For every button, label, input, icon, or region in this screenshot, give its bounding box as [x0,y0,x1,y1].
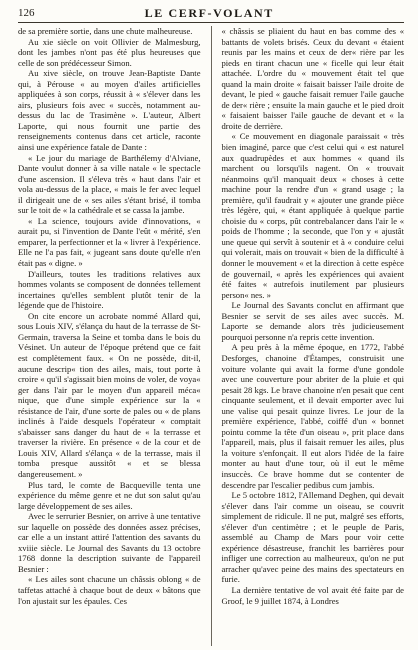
paragraph: Plus tard, le comte de Bacqueville tenta une expérience du même genre et ne dut son salut qu'au large développement de ses ailes. [18,479,201,511]
page-header [18,4,404,23]
text-columns [18,26,404,646]
left-column [18,26,201,646]
paragraph: La dernière tentative de vol avait été faite par de Groof, le 9 juillet 1874, à Londres [221,584,404,606]
paragraph: Au xie siècle on voit Ollivier de Malmesburg, dont les jambes n'ont pas été plus heureuses que celle de son prédécesseur Simon. [18,36,201,68]
paragraph: « châssis se pliaient du haut en bas comme des « battants de volets brisés. Ceux du devant « étaient reunis par les mains et ceux de der« rière par les pieds en tirant chacun une « ficelle qui leur était attachée. L'ordre du « mouvement était tel que quand la main droite « faisait baisser l'aile droite de devant, le pied « gauche faisait remuer l'aile gauche de der« rière ; ensuite la main gauche et le pied droit « faisaient baisser l'aile gauche de devant et « la droite de derrière. [221,26,404,131]
column-rule [211,26,212,646]
paragraph: « Ce mouvement en diagonale paraissait « très bien imaginé, parce que c'est celui qui « est naturel aux quadrupèdes et aux hommes « quand ils marchent ou lorsqu'ils nagent. On « trouvait néanmoins qu'il manquait deux « choses à cette machine pour la rendre d'un « grand usage ; la première, qu'il faudrait y « ajouter une grande pièce très légère, qui, « étant appliquée à quelque partie choisie du « corps, pût contrebalancer dans l'air le « poids de l'homme ; la seconde, que l'on y « ajustât une queue qui servît à soutenir et à « conduire celui qui volerait, mais on trouvait « bien de la difficulté à donner le mouvement « et la direction à cette espèce de gouvernail, « après les expériences qui avaient été faites « autrefois inutilement par plusieurs person« nes. » [221,131,404,300]
paragraph: de sa première sortie, dans une chute malheureuse. [18,26,193,36]
paragraph: A peu près à la même époque, en 1772, l'abbé Desforges, chanoine d'Étampes, construisit une voiture volante qui avait la forme d'une gondole avec une couverture pour abriter de la pluie et qui pesait 28 kgs. Le brave chanoine n'en pesait que cent cinquante seulement, et il devait emporter avec lui une valise qui pesait quinze livres. Le jour de la première expérience, l'abbé, coiffé d'un « bonnet pointu comme la tête d'un oiseau », prit place dans l'appareil, mais, plus il faisait remuer les ailes, plus la voiture s'enfonçait. Il eut alors l'idée de la faire monter au haut d'une tour, où il eut le même insuccès. Ce brave homme dut se contenter de descendre par l'escalier pedibus cum jambis. [221,342,404,490]
paragraph: Le 5 octobre 1812, l'Allemand Deghen, qui devait s'élever dans l'air comme un oiseau, se couvrit simplement de ridicule. Il ne put, malgré ses efforts, s'élever d'un centimètre ; et le peuple de Paris, assemblé au Champ de Mars pour voir cette expérience désastreuse, franchit les barrières pour infliger une correction au malheureux, qu'on ne put arracher qu'avec peine des mains des spectateurs en furie. [221,490,404,585]
paragraph: Au xive siècle, on trouve Jean-Baptiste Dante qui, à Pérouse « au moyen d'ailes artificielles appliquées à son corps, réussit à « s'élever dans les airs, plusieurs fois avec « succès, notamment au-dessus du lac de Trasimène ». L'auteur, Albert Laporte, qui nous fournit une partie des renseignements contenus dans cet article, raconte ainsi une expérience fatale de Dante : [18,68,201,153]
running-title: LE CERF-VOLANT [144,5,274,20]
paragraph: Le Journal des Savants conclut en affirmant que Besnier se servit de ses ailes avec succès. M. Laporte se demande alors très judicieusement pourquoi personne n'a repris cette invention. [221,300,404,342]
page-number: 126 [18,7,35,19]
paragraph: D'ailleurs, toutes les traditions relatives aux hommes volants se composent de données tellement incertaines qu'elles semblent plutôt tenir de la légende que de l'histoire. [18,268,201,311]
right-column [221,26,404,646]
paragraph: « Les ailes sont chacune un châssis oblong « de taffetas attaché à chaque bout de deux « bâtons que l'on ajustait sur les épaules. Ces [18,574,201,606]
paragraph: Avec le serrurier Besnier, on arrive à une tentative sur laquelle on possède des données assez précises, car elle a un instant attiré l'attention des savants du xviiie siècle. Le Journal des Savants du 13 octobre 1768 donne la description suivante de l'appareil Besnier : [18,511,201,574]
paragraph: On cite encore un acrobate nommé Allard qui, sous Louis XIV, s'élança du haut de la terrasse de St-Germain, traversa la Seine et tomba dans le bois du Vésinet. Un auteur de l'époque prétend que ce fait est complètement faux. « On ne possède, dit-il, aucune descrip« tion des ailes, mais, tout porte à croire « qu'il s'agissait bien moins de voler, de voya« ger dans l'air par le moyen d'un appareil méca« nique, que d'une simple expérience sur la « résistance de l'air, d'une sorte de pales ou « de plans inclinés à l'aide desquels l'opérateur « comptait s'abaisser sans danger du haut de « la terrasse et traverser la rivière. En présence « de la cour et de Louis XIV, Allard s'élança « de la terrasse, mais il tomba presque aussitôt « et se blessa dangereusement. » [18,310,201,479]
paragraph: « La science, toujours avide d'innovations, « aurait pu, si l'invention de Dante l'eût « mérité, s'en emparer, la perfectionner et la « livrer à l'expérience. Elle ne l'a pas fait, « jugeant sans doute qu'elle n'en était pas « digne. » [18,215,201,269]
paragraph: « Le jour du mariage de Barthélemy d'Alviane, Dante voulut donner à sa ville natale « le spectacle d'une ascension. Il s'éleva très « haut dans l'air et vola au-dessus de la place, « mais le fer avec lequel il dirigeait une de « ses ailes s'étant brisé, il tomba sur le toit de « la cathédrale et se cassa la jambe. [18,152,201,216]
